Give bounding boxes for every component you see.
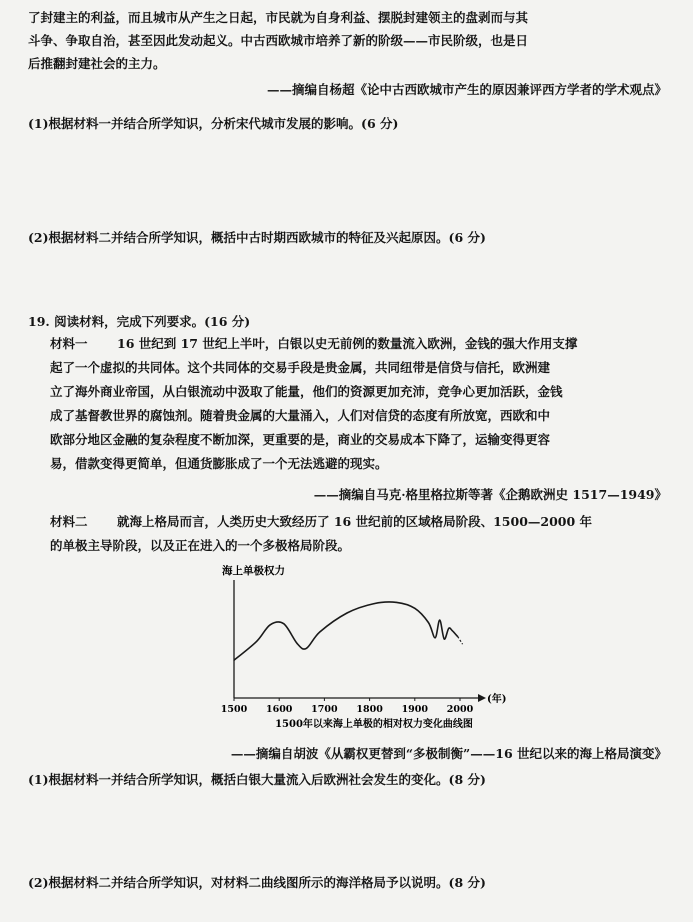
chart-data-point — [319, 631, 320, 632]
q19-question-2: (2)根据材料二并结合所学知识，对材料二曲线图所示的海洋格局予以说明。(8 分) — [28, 875, 486, 890]
material-1-line-4: 成了基督教世界的腐蚀剂。随着贵金属的大量涌入，人们对信贷的态度有所放宽，西欧和中 — [50, 408, 551, 423]
chart-x-tick-label: 1500 — [220, 704, 248, 715]
chart-title: 1500年以来海上单极的相对权力变化曲线图 — [275, 719, 473, 730]
chart-data-point — [435, 637, 436, 638]
chart-data-point — [444, 638, 445, 639]
material-2-source: ——摘编自胡波《从霸权更替到“多极制衡”——16 世纪以来的海上格局演变》 — [230, 746, 667, 761]
chart-x-axis-label: (年) — [487, 694, 507, 705]
top-paragraph-line-1: 了封建主的利益，而且城市从产生之日起，市民就为自身利益、摆脱封建领主的盘剥而与其 — [28, 10, 529, 25]
chart-data-point — [233, 660, 234, 661]
chart-data-point — [439, 620, 440, 621]
chart-data-point — [462, 643, 463, 644]
sea-power-chart-svg — [210, 560, 510, 735]
material-1-line-5: 欧部分地区金融的复杂程度不断加深，更重要的是，商业的交易成本下降了，运输变得更容 — [50, 432, 551, 447]
top-source: ——摘编自杨超《论中古西欧城市产生的原因兼评西方学者的学术观点》 — [266, 82, 667, 97]
chart-data-point — [346, 612, 347, 613]
chart-data-point — [428, 622, 429, 623]
chart-y-axis-label: 海上单极权力 — [222, 565, 285, 577]
material-2-line-1: 就海上格局而言，人类历史大致经历了 16 世纪前的区域格局阶段、1500—2000 年 — [117, 514, 593, 529]
material-1-line-6: 易，借款变得更简单，但通货膨胀成了一个无法逃避的现实。 — [50, 456, 388, 471]
top-paragraph-line-2: 斗争、争取自治，甚至因此发动起义。中古西欧城市培养了新的阶级——市民阶级，也是日 — [28, 33, 529, 48]
chart-data-point — [256, 641, 257, 642]
chart-x-tick-label: 1700 — [311, 704, 338, 715]
sea-power-chart — [210, 560, 510, 735]
material-1-label: 材料一 — [50, 336, 88, 351]
chart-data-point — [414, 608, 415, 609]
chart-data-point — [448, 628, 449, 629]
chart-x-tick-label: 1600 — [265, 704, 293, 715]
chart-x-axis-arrow — [478, 694, 486, 702]
material-2-line-2: 的单极主导阶段，以及正在进入的一个多极格局阶段。 — [50, 538, 351, 553]
top-question-2: (2)根据材料二并结合所学知识，概括中古时期西欧城市的特征及兴起原因。(6 分) — [28, 230, 486, 245]
chart-data-point — [297, 643, 298, 644]
q19-header: 19. 阅读材料，完成下列要求。(16 分) — [28, 314, 251, 329]
chart-series-points — [233, 602, 462, 661]
chart-x-ticks — [221, 698, 474, 715]
material-1-line-3: 立了海外商业帝国，从白银流动中汲取了能量，他们的资源更加充沛，竞争心更加活跃，金钱 — [50, 384, 563, 399]
chart-series-line — [234, 602, 458, 660]
chart-series-projection — [458, 637, 463, 644]
material-1-line-1: 16 世纪到 17 世纪上半叶，白银以史无前例的数量流入欧洲，金钱的强大作用支撑 — [117, 336, 578, 351]
chart-x-tick-label: 1900 — [401, 704, 429, 715]
chart-data-point — [396, 602, 397, 603]
chart-data-point — [374, 603, 375, 604]
chart-data-point — [283, 623, 284, 624]
q19-question-1: (1)根据材料一并结合所学知识，概括白银大量流入后欧洲社会发生的变化。(8 分) — [28, 772, 486, 787]
top-paragraph-line-3: 后推翻封建社会的主力。 — [28, 56, 166, 71]
chart-data-point — [306, 648, 307, 649]
chart-data-point — [452, 630, 453, 631]
chart-x-tick-label: 1800 — [356, 704, 383, 715]
top-question-1: (1)根据材料一并结合所学知识，分析宋代城市发展的影响。(6 分) — [28, 116, 399, 131]
chart-data-point — [457, 636, 458, 637]
material-1-line-2: 起了一个虚拟的共同体。这个共同体的交易手段是贵金属，共同纽带是信贷与信托，欧洲建 — [50, 360, 551, 375]
material-1-source: ——摘编自马克·格里格拉斯等著《企鹅欧洲史 1517—1949》 — [313, 487, 667, 502]
chart-x-tick-label: 2000 — [446, 704, 474, 715]
material-2-label: 材料二 — [50, 514, 88, 529]
chart-data-point — [270, 624, 271, 625]
